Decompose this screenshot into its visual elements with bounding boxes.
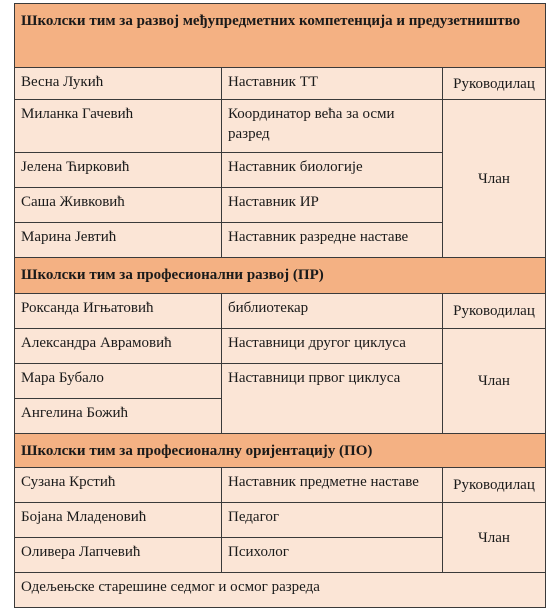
member-name: Оливера Лапчевић (15, 538, 222, 573)
table-row (15, 329, 546, 364)
table-row (15, 68, 546, 100)
member-role: Руководилац (443, 68, 546, 100)
member-name: Александра Аврамовић (15, 329, 222, 364)
member-position: Координатор већа за осми разред (222, 100, 443, 153)
section-title: Школски тим за професионални развој (ПР) (15, 258, 546, 294)
table-row (15, 100, 546, 153)
table-row (15, 294, 546, 329)
member-position: Педагог (222, 503, 443, 538)
member-name: Ангелина Божић (15, 399, 222, 434)
member-role: Члан (443, 329, 546, 434)
member-position: Наставник ИР (222, 188, 443, 223)
member-role: Руководилац (443, 294, 546, 329)
section-header-row (15, 434, 546, 468)
member-name: Бојана Младеновић (15, 503, 222, 538)
table-row (15, 503, 546, 538)
member-role: Руководилац (443, 468, 546, 503)
table-row (15, 573, 546, 608)
member-position: Наставник разредне наставе (222, 223, 443, 258)
member-name: Мара Бубало (15, 364, 222, 399)
member-name: Миланка Гачевић (15, 100, 222, 153)
member-position: Психолог (222, 538, 443, 573)
member-position: Наставник предметне наставе (222, 468, 443, 503)
section-title: Школски тим за развој међупредметних компетенција и предузетништво (15, 4, 546, 68)
member-position: Наставници првог циклуса (222, 364, 443, 434)
member-name: Сузана Крстић (15, 468, 222, 503)
member-name: Марина Јевтић (15, 223, 222, 258)
section-header-row (15, 258, 546, 294)
member-position: Наставници другог циклуса (222, 329, 443, 364)
teams-table (14, 3, 546, 608)
section-title: Школски тим за професионалну оријентацију (ПО) (15, 434, 546, 468)
table-row (15, 468, 546, 503)
member-position: библиотекар (222, 294, 443, 329)
member-role: Члан (443, 100, 546, 258)
member-position: Наставник биологије (222, 153, 443, 188)
member-role: Члан (443, 503, 546, 573)
member-name: Јелена Ћирковић (15, 153, 222, 188)
section-header-row (15, 4, 546, 68)
member-position: Наставник ТТ (222, 68, 443, 100)
footer-note: Одељењске старешине седмог и осмог разреда (15, 573, 546, 608)
member-name: Роксанда Игњатовић (15, 294, 222, 329)
member-name: Саша Живковић (15, 188, 222, 223)
member-name: Весна Лукић (15, 68, 222, 100)
